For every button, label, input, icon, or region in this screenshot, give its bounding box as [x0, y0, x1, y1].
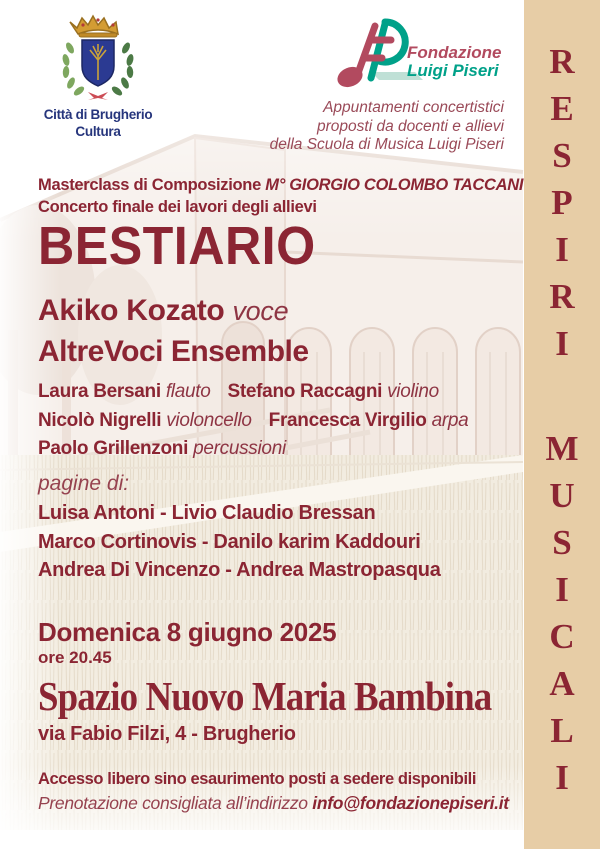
- member-name: Stefano Raccagni: [227, 381, 383, 402]
- soloist-line: [38, 294, 288, 328]
- city-logo-line2: Cultura: [75, 124, 121, 139]
- side-banner-text: R E S P I R I M U S I C A L I: [545, 41, 579, 797]
- members-line1: [38, 378, 468, 407]
- series-subtitle: [270, 99, 504, 155]
- event-time: ore 20.45: [38, 648, 112, 667]
- foundation-logo: [333, 14, 528, 94]
- soloist-name: Akiko Kozato: [38, 294, 225, 327]
- city-logo-line1: Città di Brugherio: [43, 107, 153, 122]
- composers-line2: Marco Cortinovis - Danilo karim Kaddouri: [38, 530, 421, 553]
- member-name: Francesca Virgilio: [268, 409, 427, 431]
- brugherio-coat-of-arms-icon: [46, 12, 150, 100]
- member-name: Laura Bersani: [38, 381, 161, 402]
- foundation-name-line1: Fondazione: [407, 43, 502, 62]
- members-line2: [38, 407, 468, 436]
- side-banner: [524, 0, 600, 849]
- masterclass-heading: [38, 174, 523, 218]
- member-role: violino: [387, 381, 439, 402]
- soloist-role: voce: [232, 296, 289, 326]
- event-title: BESTIARIO: [38, 216, 316, 276]
- masterclass-line2: Concerto finale dei lavori degli allievi: [38, 198, 317, 216]
- event-date: Domenica 8 giugno 2025: [38, 617, 337, 647]
- composers-line1: Luisa Antoni - Livio Claudio Bressan: [38, 502, 376, 524]
- foundation-name-line2: Luigi Piseri: [407, 61, 499, 80]
- members-line3: [38, 435, 468, 464]
- masterclass-teacher: M° GIORGIO COLOMBO TACCANI: [265, 176, 524, 194]
- member-name: Paolo Grillenzoni: [38, 438, 189, 459]
- masterclass-line1: [38, 174, 523, 196]
- venue-address: via Fabio Filzi, 4 - Brugherio: [38, 723, 296, 745]
- booking-note: [38, 793, 509, 814]
- city-logo: [28, 12, 168, 139]
- member-role: percussioni: [193, 438, 286, 459]
- member-role: flauto: [165, 381, 211, 402]
- subtitle-line1: Appuntamenti concertistici: [323, 99, 504, 116]
- ensemble-name: AltreVoci Ensemble: [38, 335, 309, 368]
- member-name: Nicolò Nigrelli: [38, 409, 162, 431]
- booking-prefix: Prenotazione consigliata all’indirizzo: [38, 793, 313, 813]
- member-role: violoncello: [166, 409, 252, 431]
- booking-email: info@fondazionepiseri.it: [312, 793, 509, 813]
- ensemble-members: [38, 378, 468, 464]
- subtitle-line3: della Scuola di Musica Luigi Piseri: [269, 136, 504, 153]
- venue-name: Spazio Nuovo Maria Bambina: [38, 673, 492, 719]
- composers-list: [38, 499, 441, 585]
- access-note: Accesso libero sino esaurimento posti a sedere disponibili: [38, 770, 477, 788]
- masterclass-prefix: Masterclass di Composizione: [38, 176, 266, 194]
- member-role: arpa: [431, 409, 469, 431]
- composers-heading: pagine di:: [38, 472, 130, 495]
- composers-line3: Andrea Di Vincenzo - Andrea Mastropasqua: [38, 559, 441, 581]
- subtitle-line2: proposti da docenti e allievi: [317, 117, 504, 135]
